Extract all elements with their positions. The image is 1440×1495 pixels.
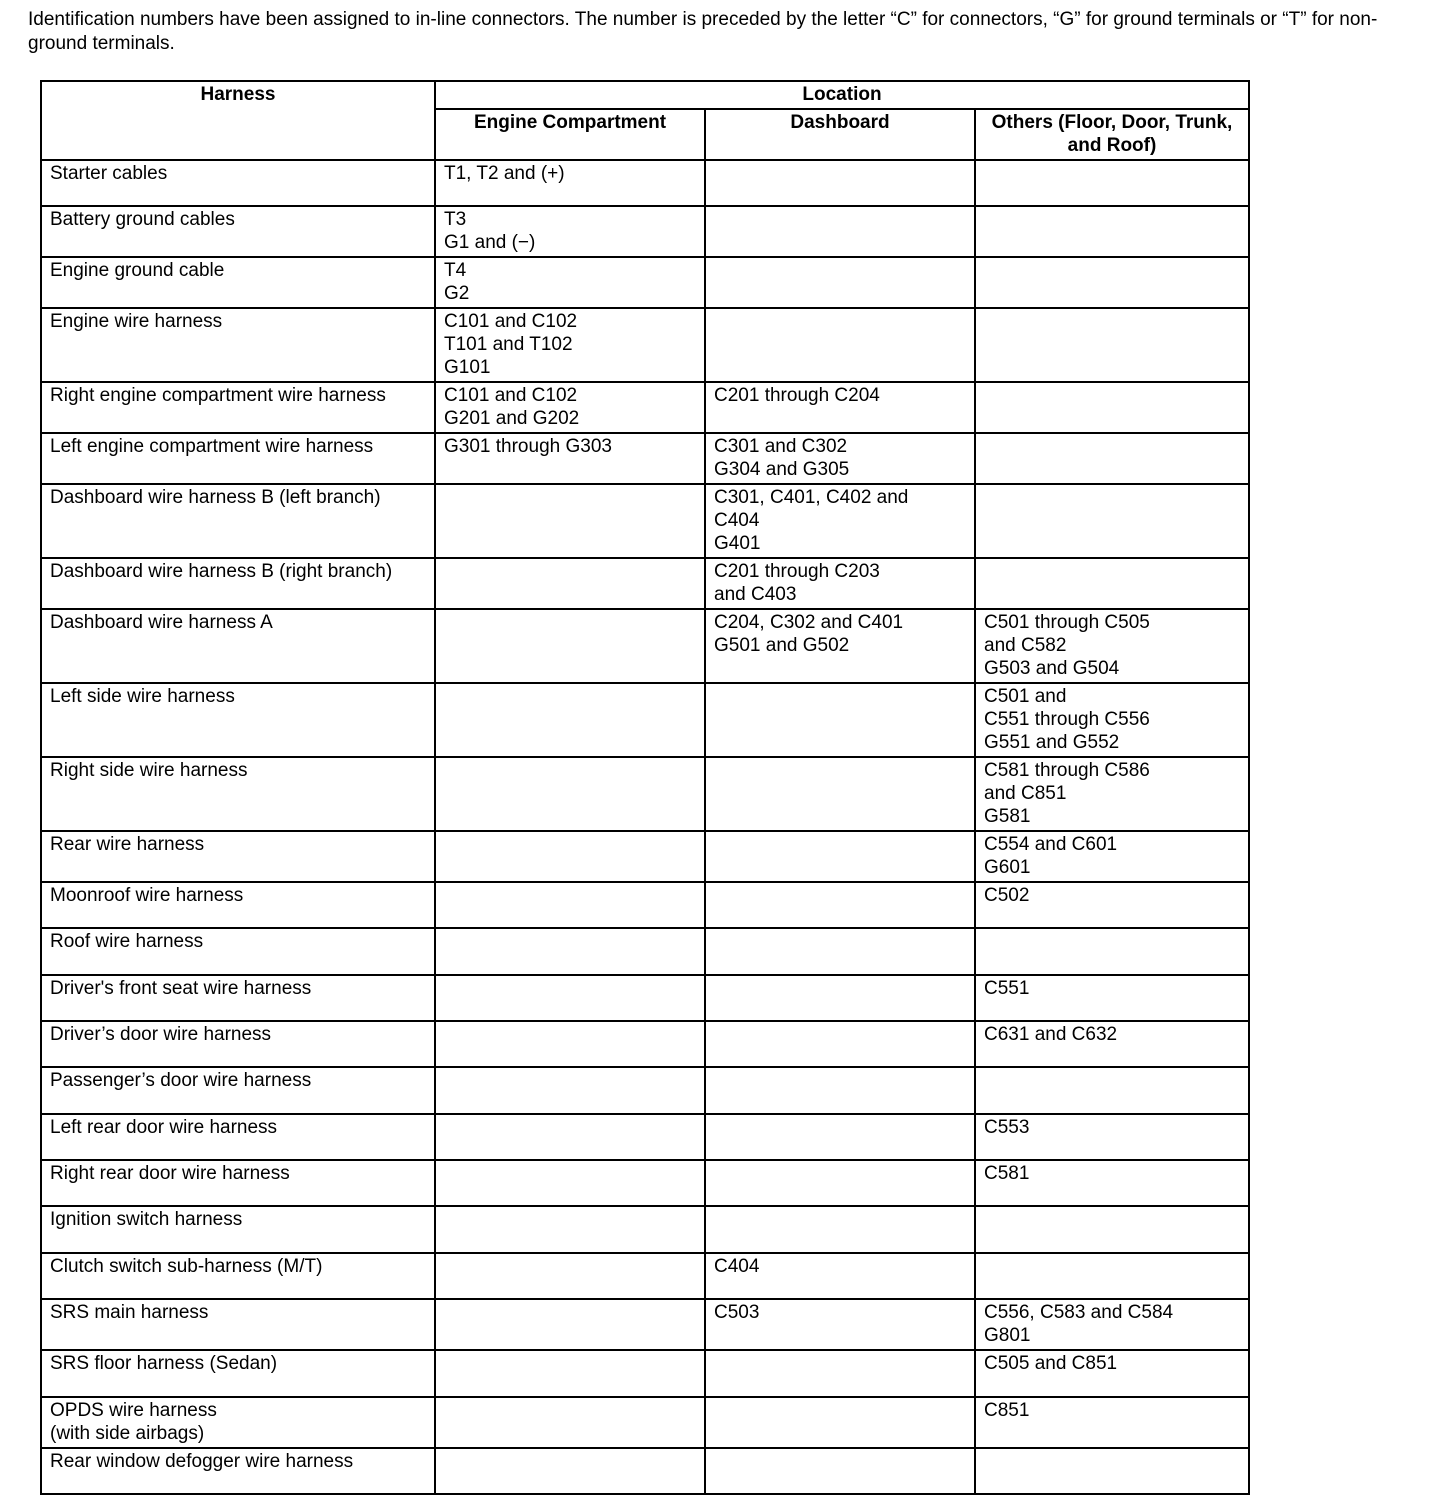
others-location-cell	[975, 257, 1249, 308]
table-row	[41, 1350, 1249, 1397]
connector-id-text: C502	[984, 885, 1030, 906]
connector-id-text: C554 and C601	[984, 834, 1118, 855]
engine-location-cell	[435, 1350, 705, 1397]
engine-location-cell	[435, 928, 705, 975]
connector-id-text: C404	[714, 1256, 760, 1277]
others-location-cell	[975, 382, 1249, 433]
dashboard-location-cell	[705, 1067, 975, 1114]
connector-id-text: C551 through C556	[984, 709, 1150, 730]
connector-id-text: C404	[714, 510, 760, 531]
harness-column-header: Harness	[41, 81, 435, 160]
connector-id-text: C201 through C204	[714, 385, 880, 406]
others-location-cell	[975, 1299, 1249, 1350]
engine-location-cell	[435, 1448, 705, 1494]
others-location-cell	[975, 1114, 1249, 1160]
connector-id-text: and C582	[984, 635, 1067, 656]
engine-location-cell	[435, 433, 705, 484]
engine-location-cell	[435, 1299, 705, 1350]
connector-id-text: G601	[984, 857, 1031, 878]
dashboard-location-cell	[705, 683, 975, 757]
dashboard-location-cell	[705, 1206, 975, 1253]
others-location-cell	[975, 831, 1249, 882]
harness-name-cell: Rear window defogger wire harness	[41, 1448, 435, 1494]
engine-location-cell	[435, 882, 705, 928]
connector-id-text: C101 and C102	[444, 385, 578, 406]
connector-id-text: G501 and G502	[714, 635, 850, 656]
connector-id-text: G301 through G303	[444, 436, 612, 457]
others-location-cell	[975, 160, 1249, 206]
table-row	[41, 831, 1249, 882]
harness-name-cell: Dashboard wire harness B (left branch)	[41, 484, 435, 558]
harness-name-cell: Driver’s door wire harness	[41, 1021, 435, 1067]
engine-location-cell	[435, 308, 705, 382]
engine-location-cell	[435, 160, 705, 206]
others-header: Others (Floor, Door, Trunk, and Roof)	[975, 109, 1249, 160]
connector-id-text: C204, C302 and C401	[714, 612, 904, 633]
engine-location-cell	[435, 831, 705, 882]
harness-name-line: OPDS wire harness	[50, 1400, 217, 1421]
table-row	[41, 1160, 1249, 1206]
table-row	[41, 484, 1249, 558]
engine-location-cell	[435, 382, 705, 433]
harness-name-cell: Driver's front seat wire harness	[41, 975, 435, 1021]
table-row	[41, 609, 1249, 683]
dashboard-location-cell	[705, 206, 975, 257]
connector-id-text: G581	[984, 806, 1031, 827]
table-body	[41, 160, 1249, 1494]
harness-name-cell: Clutch switch sub-harness (M/T)	[41, 1253, 435, 1299]
engine-location-cell	[435, 558, 705, 609]
engine-location-cell	[435, 757, 705, 831]
engine-location-cell	[435, 1160, 705, 1206]
engine-location-cell	[435, 975, 705, 1021]
location-column-header: Location	[435, 81, 1249, 109]
engine-location-cell	[435, 683, 705, 757]
table-row	[41, 1299, 1249, 1350]
dashboard-location-cell	[705, 882, 975, 928]
connector-id-text: G801	[984, 1325, 1031, 1346]
table-header-row-top	[41, 81, 1249, 109]
dashboard-header: Dashboard	[705, 109, 975, 160]
table-row	[41, 1067, 1249, 1114]
others-location-cell	[975, 975, 1249, 1021]
connector-id-text: G551 and G552	[984, 732, 1120, 753]
dashboard-location-cell	[705, 484, 975, 558]
dashboard-location-cell	[705, 433, 975, 484]
connector-id-text: C851	[984, 1400, 1030, 1421]
table-row	[41, 1397, 1249, 1448]
dashboard-location-cell	[705, 831, 975, 882]
dashboard-location-cell	[705, 1350, 975, 1397]
dashboard-location-cell	[705, 1299, 975, 1350]
others-location-cell	[975, 609, 1249, 683]
harness-name-cell: SRS floor harness (Sedan)	[41, 1350, 435, 1397]
connector-id-text: C505 and C851	[984, 1353, 1118, 1374]
connector-id-text: C581 through C586	[984, 760, 1150, 781]
harness-name-cell: Rear wire harness	[41, 831, 435, 882]
table-row	[41, 308, 1249, 382]
engine-location-cell	[435, 484, 705, 558]
harness-name-cell: Moonroof wire harness	[41, 882, 435, 928]
dashboard-location-cell	[705, 1021, 975, 1067]
others-location-cell	[975, 1067, 1249, 1114]
table-row	[41, 1206, 1249, 1253]
connector-id-text: C631 and C632	[984, 1024, 1118, 1045]
harness-name-cell: Left side wire harness	[41, 683, 435, 757]
harness-name-cell: Right engine compartment wire harness	[41, 382, 435, 433]
engine-location-cell	[435, 1397, 705, 1448]
table-row	[41, 1021, 1249, 1067]
connector-id-text: G503 and G504	[984, 658, 1120, 679]
dashboard-location-cell	[705, 1448, 975, 1494]
harness-name-cell: Dashboard wire harness B (right branch)	[41, 558, 435, 609]
dashboard-location-cell	[705, 975, 975, 1021]
table-row	[41, 1253, 1249, 1299]
table-row	[41, 257, 1249, 308]
connector-id-text: C201 through C203	[714, 561, 880, 582]
table-row	[41, 206, 1249, 257]
engine-location-cell	[435, 1206, 705, 1253]
table-row	[41, 882, 1249, 928]
connector-id-text: C101 and C102	[444, 311, 578, 332]
dashboard-location-cell	[705, 257, 975, 308]
harness-name-cell: Left engine compartment wire harness	[41, 433, 435, 484]
table-row	[41, 1448, 1249, 1494]
connector-id-text: C553	[984, 1117, 1030, 1138]
connector-id-text: C501 and	[984, 686, 1067, 707]
others-location-cell	[975, 308, 1249, 382]
connector-id-text: G101	[444, 357, 491, 378]
others-location-cell	[975, 1206, 1249, 1253]
connector-id-text: C503	[714, 1302, 760, 1323]
connector-id-text: C556, C583 and C584	[984, 1302, 1174, 1323]
others-location-cell	[975, 882, 1249, 928]
dashboard-location-cell	[705, 160, 975, 206]
connector-location-table	[40, 80, 1250, 1495]
engine-location-cell	[435, 1067, 705, 1114]
dashboard-location-cell	[705, 1397, 975, 1448]
connector-id-text: C301, C401, C402 and	[714, 487, 909, 508]
others-location-cell	[975, 558, 1249, 609]
connector-id-text: G201 and G202	[444, 408, 580, 429]
dashboard-location-cell	[705, 1160, 975, 1206]
connector-id-text: C501 through C505	[984, 612, 1150, 633]
others-location-cell	[975, 1397, 1249, 1448]
connector-id-text: G2	[444, 283, 470, 304]
harness-name-cell: Roof wire harness	[41, 928, 435, 975]
connector-id-text: G401	[714, 533, 761, 554]
others-location-cell	[975, 1448, 1249, 1494]
harness-name-cell: Passenger’s door wire harness	[41, 1067, 435, 1114]
table-row	[41, 683, 1249, 757]
connector-id-text: G1 and (−)	[444, 232, 536, 253]
table-row	[41, 433, 1249, 484]
connector-id-text: and C403	[714, 584, 797, 605]
others-location-cell	[975, 1021, 1249, 1067]
connector-id-text: C551	[984, 978, 1030, 999]
connector-id-text: T101 and T102	[444, 334, 573, 355]
connector-id-text: T4	[444, 260, 467, 281]
table-row	[41, 757, 1249, 831]
table-row	[41, 160, 1249, 206]
harness-name-cell: SRS main harness	[41, 1299, 435, 1350]
connector-id-text: T1, T2 and (+)	[444, 163, 565, 184]
dashboard-location-cell	[705, 558, 975, 609]
others-location-cell	[975, 757, 1249, 831]
table-row	[41, 1114, 1249, 1160]
harness-name-cell: Right side wire harness	[41, 757, 435, 831]
intro-paragraph: Identification numbers have been assigned to in-line connectors. The number is preceded by the letter “C” for connectors, “G” for ground terminals or “T” for non-ground terminals.	[28, 9, 1378, 54]
harness-name-cell: Right rear door wire harness	[41, 1160, 435, 1206]
others-location-cell	[975, 683, 1249, 757]
harness-name-cell: Dashboard wire harness A	[41, 609, 435, 683]
dashboard-location-cell	[705, 1114, 975, 1160]
others-location-cell	[975, 206, 1249, 257]
table-row	[41, 382, 1249, 433]
connector-id-text: G304 and G305	[714, 459, 850, 480]
engine-location-cell	[435, 1114, 705, 1160]
dashboard-location-cell	[705, 382, 975, 433]
harness-name-cell: Ignition switch harness	[41, 1206, 435, 1253]
others-location-cell	[975, 433, 1249, 484]
engine-location-cell	[435, 257, 705, 308]
engine-location-cell	[435, 1021, 705, 1067]
others-location-cell	[975, 1253, 1249, 1299]
others-location-cell	[975, 484, 1249, 558]
harness-name-cell	[41, 1397, 435, 1448]
table-row	[41, 928, 1249, 975]
connector-id-text: C581	[984, 1163, 1030, 1184]
harness-name-line: (with side airbags)	[50, 1423, 205, 1444]
harness-name-cell: Battery ground cables	[41, 206, 435, 257]
engine-compartment-header: Engine Compartment	[435, 109, 705, 160]
dashboard-location-cell	[705, 609, 975, 683]
dashboard-location-cell	[705, 928, 975, 975]
engine-location-cell	[435, 206, 705, 257]
harness-name-cell: Engine ground cable	[41, 257, 435, 308]
connector-id-text: and C851	[984, 783, 1067, 804]
dashboard-location-cell	[705, 757, 975, 831]
table-row	[41, 558, 1249, 609]
engine-location-cell	[435, 609, 705, 683]
harness-name-cell: Engine wire harness	[41, 308, 435, 382]
others-location-cell	[975, 928, 1249, 975]
connector-id-text: T3	[444, 209, 467, 230]
harness-name-cell: Starter cables	[41, 160, 435, 206]
others-location-cell	[975, 1160, 1249, 1206]
harness-name-cell: Left rear door wire harness	[41, 1114, 435, 1160]
dashboard-location-cell	[705, 1253, 975, 1299]
others-location-cell	[975, 1350, 1249, 1397]
dashboard-location-cell	[705, 308, 975, 382]
engine-location-cell	[435, 1253, 705, 1299]
connector-id-text: C301 and C302	[714, 436, 848, 457]
table-row	[41, 975, 1249, 1021]
